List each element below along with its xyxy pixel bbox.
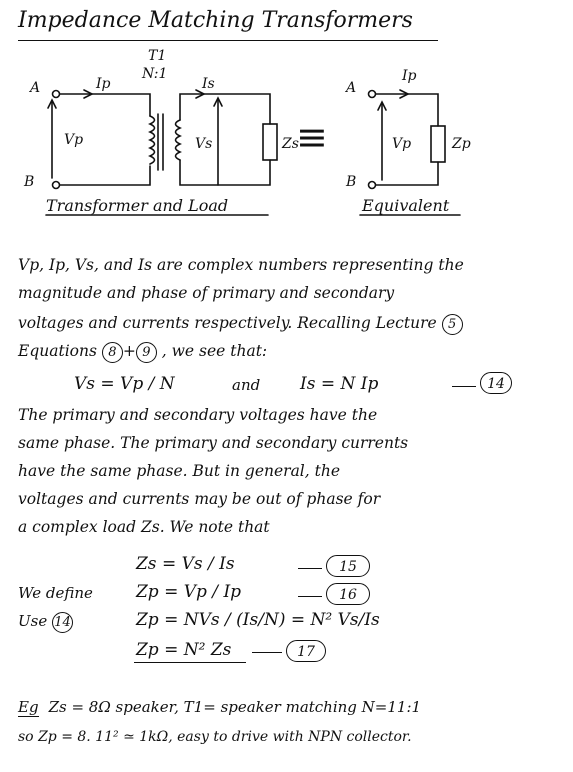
secondary-bottom-wire <box>180 160 270 185</box>
node-a-label: A <box>30 80 41 96</box>
equiv-node-b-label: B <box>346 174 357 190</box>
eq-use-row-label <box>18 612 73 633</box>
paragraph2-line5: a complex load Zs. We note that <box>18 518 270 536</box>
example-label: Eg <box>18 698 39 716</box>
zp-label: Zp <box>452 136 471 152</box>
eq14-and: and <box>232 376 261 394</box>
paragraph2-line4: voltages and currents may be out of phase for <box>18 490 381 508</box>
eq8-ref-circle: 8 <box>102 342 123 363</box>
eq15-tag: 15 <box>326 555 370 577</box>
eq14-left: Vs = Vp / N <box>74 374 175 394</box>
transformer-name: T1 <box>148 48 167 64</box>
eq17-underline <box>134 662 246 663</box>
primary-top-wire <box>60 94 150 116</box>
eq17-text: Zp = N² Zs <box>136 640 232 660</box>
eq17-dash <box>252 652 282 653</box>
equiv-vp-label: Vp <box>392 136 412 152</box>
paragraph1-line1: Vp, Ip, Vs, and Is are complex numbers representing the <box>18 256 464 274</box>
secondary-coil <box>176 120 181 160</box>
paragraph1-line3-text: voltages and currents respectively. Recalling Lecture <box>18 314 437 332</box>
eq17-tag: 17 <box>286 640 326 662</box>
equiv-terminal-b <box>369 182 376 189</box>
terminal-b <box>53 182 60 189</box>
zs-label: Zs <box>282 136 299 152</box>
load-resistor <box>263 124 277 160</box>
paragraph2-line3: have the same phase. But in general, the <box>18 462 341 480</box>
secondary-top-wire <box>180 94 270 124</box>
equiv-resistor <box>431 126 445 162</box>
terminal-a <box>53 91 60 98</box>
page-title: Impedance Matching Transformers <box>18 8 413 33</box>
example-line2: so Zp = 8. 11² ≃ 1kΩ, easy to drive with NPN collector. <box>18 729 412 745</box>
eq9-ref-circle: 9 <box>136 342 157 363</box>
equivalence-symbol: ≡ <box>296 115 328 159</box>
equations-label: Equations <box>18 342 97 360</box>
left-caption: Transformer and Load <box>46 196 229 215</box>
eq14-dash <box>452 386 476 387</box>
we-see-that: , we see that: <box>161 342 268 360</box>
title-underline <box>18 40 438 41</box>
equiv-node-a-label: A <box>346 80 357 96</box>
ip-label: Ip <box>96 76 111 92</box>
primary-bottom-wire <box>60 166 150 185</box>
turns-ratio: N:1 <box>142 66 168 82</box>
eq16-label: We define <box>18 584 93 602</box>
example-line1 <box>18 700 421 715</box>
paragraph2-line2: same phase. The primary and secondary currents <box>18 434 409 452</box>
eq16-text: Zp = Vp / Ip <box>136 582 242 602</box>
equiv-ip-label: Ip <box>402 68 417 84</box>
paragraph2-line1: The primary and secondary voltages have the <box>18 406 378 424</box>
eq14-tag: 14 <box>480 372 512 394</box>
eq16-tag: 16 <box>326 583 370 605</box>
paragraph1-line3 <box>18 314 463 335</box>
paragraph1-line2: magnitude and phase of primary and secondary <box>18 284 395 302</box>
eq14-right: Is = N Ip <box>300 374 379 394</box>
eq15-text: Zs = Vs / Is <box>136 554 235 574</box>
use14-ref-circle: 14 <box>52 612 73 633</box>
equiv-bottom-wire <box>376 162 438 185</box>
eq-use-text: Zp = NVs / (Is/N) = N² Vs/Is <box>136 610 380 630</box>
node-b-label: B <box>24 174 35 190</box>
equiv-terminal-a <box>369 91 376 98</box>
vp-label: Vp <box>64 132 84 148</box>
lecture-ref-circle: 5 <box>442 314 463 335</box>
right-caption: Equivalent <box>362 196 450 215</box>
plus-sign: + <box>122 342 136 360</box>
is-label: Is <box>202 76 215 92</box>
circuit-diagram <box>0 48 573 228</box>
example-text-1: Zs = 8Ω speaker, T1= speaker matching N=11:1 <box>48 698 422 716</box>
eq-use-label: Use <box>18 612 48 630</box>
eq16-dash <box>298 596 322 597</box>
eq15-dash <box>298 568 322 569</box>
primary-coil <box>150 116 155 164</box>
paragraph1-line4 <box>18 342 267 363</box>
vs-label: Vs <box>195 136 213 152</box>
